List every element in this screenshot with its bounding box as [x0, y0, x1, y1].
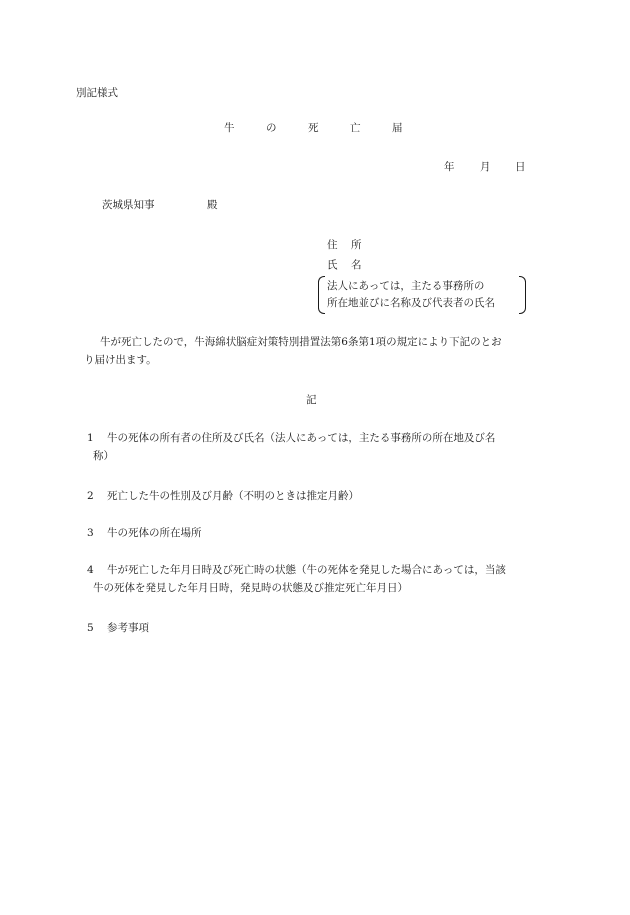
addressee	[0, 198, 630, 214]
addressee-honorific: 殿	[207, 199, 218, 211]
item-line-1: 牛が死亡した年月日時及び死亡時の状態（牛の死体を発見した場合にあっては，当該	[107, 564, 506, 576]
address-label-1: 住	[327, 239, 338, 251]
item-text	[107, 619, 557, 637]
list-item	[87, 429, 557, 487]
bracket-left	[318, 276, 325, 314]
item-line-2: 称）	[93, 450, 114, 462]
item-text	[107, 487, 557, 505]
addressee-name: 茨城県知事	[102, 199, 155, 211]
address-label-2: 所	[351, 239, 362, 251]
list-item	[87, 561, 557, 619]
corporate-note-line-1: 法人にあっては，主たる事務所の	[327, 280, 485, 292]
item-line-1: 死亡した牛の性別及び月齢（不明のときは推定月齢）	[107, 490, 359, 502]
date-year: 年	[444, 161, 455, 173]
item-line-2: 牛の死体を発見した年月日時，発見時の状態及び推定死亡年月日）	[93, 582, 408, 594]
item-text	[107, 524, 557, 542]
name-label-1: 氏	[327, 259, 338, 271]
date-month: 月	[480, 161, 491, 173]
applicant-name-row	[327, 255, 537, 275]
list-item	[87, 524, 557, 561]
item-number: 1	[87, 432, 94, 444]
paragraph-line-1: 牛が死亡したので，牛海綿状脳症対策特別措置法第6条第1項の規定により下記のとお	[100, 336, 502, 348]
title-char: 届	[392, 122, 403, 134]
paragraph-line-2: り届け出ます。	[84, 354, 157, 366]
notice-paragraph	[84, 333, 554, 369]
ki-heading: 記	[306, 394, 317, 406]
item-text	[93, 429, 557, 465]
title-char: 死	[308, 122, 319, 134]
corporate-note-bracket	[318, 276, 526, 312]
item-number: 5	[87, 622, 94, 634]
document-title	[0, 121, 630, 137]
applicant-block	[327, 235, 537, 275]
applicant-address-row	[327, 235, 537, 255]
item-text	[93, 561, 557, 597]
name-label-2: 名	[351, 259, 362, 271]
list-item	[87, 487, 557, 524]
form-label: 別記様式	[76, 87, 118, 99]
item-line-1: 牛の死体の所有者の住所及び氏名（法人にあっては，主たる事務所の所在地及び名	[107, 432, 496, 444]
item-number: 2	[87, 490, 94, 502]
corporate-note-line-2: 所在地並びに名称及び代表者の氏名	[327, 297, 495, 309]
item-number: 4	[87, 564, 94, 576]
item-number: 3	[87, 527, 94, 539]
item-list	[87, 429, 557, 637]
date-day: 日	[515, 161, 526, 173]
bracket-right	[519, 276, 526, 314]
item-line-1: 牛の死体の所在場所	[107, 527, 202, 539]
date-line	[0, 160, 630, 176]
title-char: 牛	[224, 122, 235, 134]
item-line-1: 参考事項	[107, 622, 149, 634]
title-char: の	[266, 122, 277, 134]
list-item	[87, 619, 557, 637]
title-char: 亡	[350, 122, 361, 134]
